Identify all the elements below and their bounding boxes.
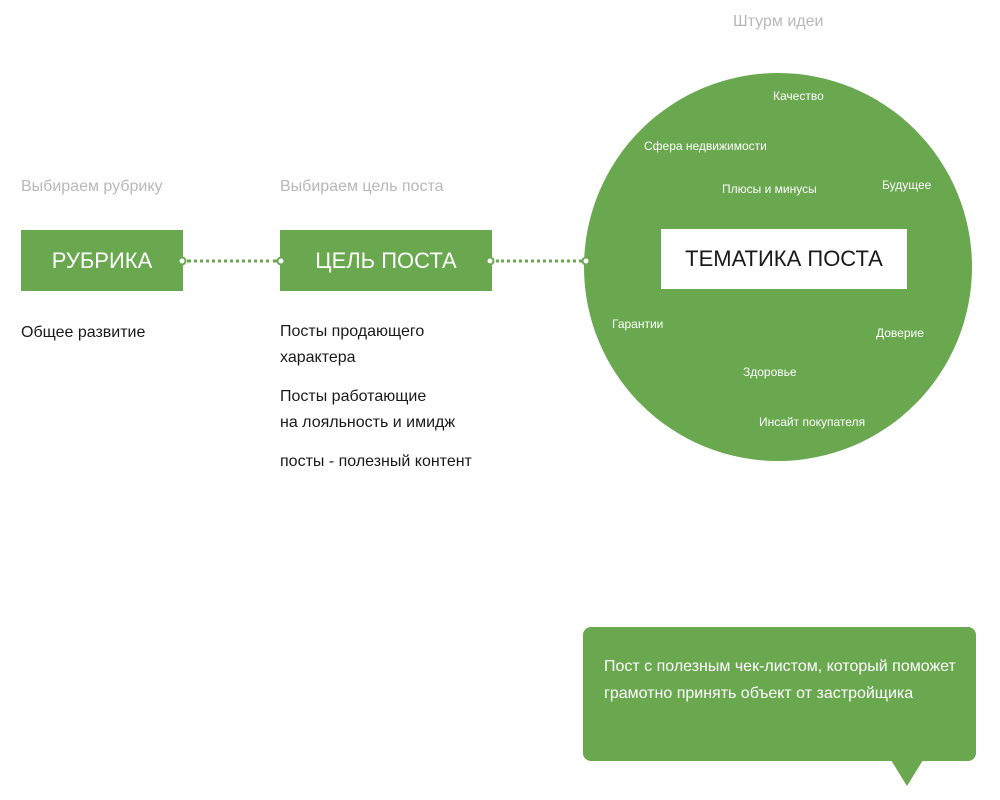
connector-node [277, 257, 286, 266]
goal-box [280, 230, 492, 291]
goal-item-sales-line: характера [280, 349, 356, 366]
goal-item-content-line: посты - полезный контент [280, 453, 472, 470]
goal-item-sales [280, 319, 424, 371]
rubric-box-label: РУБРИКА [51, 247, 153, 273]
bubble-tail [891, 760, 923, 786]
connector-rubric-goal [187, 260, 277, 263]
topic-label: Здоровье [743, 365, 797, 379]
topic-label: Качество [773, 89, 824, 103]
theme-box [661, 229, 907, 289]
connector-node [582, 257, 591, 266]
topic-label: Инсайт покупателя [759, 415, 866, 429]
goal-caption: Выбираем цель поста [280, 178, 444, 195]
goal-item-content [280, 449, 472, 475]
example-bubble [583, 627, 976, 761]
topic-label: Доверие [876, 326, 924, 340]
bubble-text: Пост с полезным чек-листом, который поможет грамотно принять объект от застройщика [604, 658, 956, 702]
rubric-item: Общее развитие [21, 324, 146, 341]
rubric-caption: Выбираем рубрику [21, 178, 163, 195]
brainstorm-caption: Штурм идеи [733, 13, 824, 30]
topic-label: Сфера недвижимости [644, 139, 767, 153]
goal-item-sales-line: Посты продающего [280, 323, 425, 340]
topic-label: Гарантии [612, 317, 664, 331]
goal-item-loyalty-line: Посты работающие [280, 388, 427, 405]
rubric-box [21, 230, 183, 291]
connector-node [486, 257, 495, 266]
connector-goal-theme [496, 260, 582, 263]
topic-label: Будущее [882, 178, 932, 192]
goal-item-loyalty-line: на лояльность и имидж [280, 414, 456, 431]
goal-item-loyalty [280, 384, 455, 436]
topic-label: Плюсы и минусы [722, 182, 817, 196]
connector-node [178, 257, 187, 266]
goal-box-label: ЦЕЛЬ ПОСТА [315, 247, 457, 273]
theme-box-label: ТЕМАТИКА ПОСТА [685, 246, 883, 271]
